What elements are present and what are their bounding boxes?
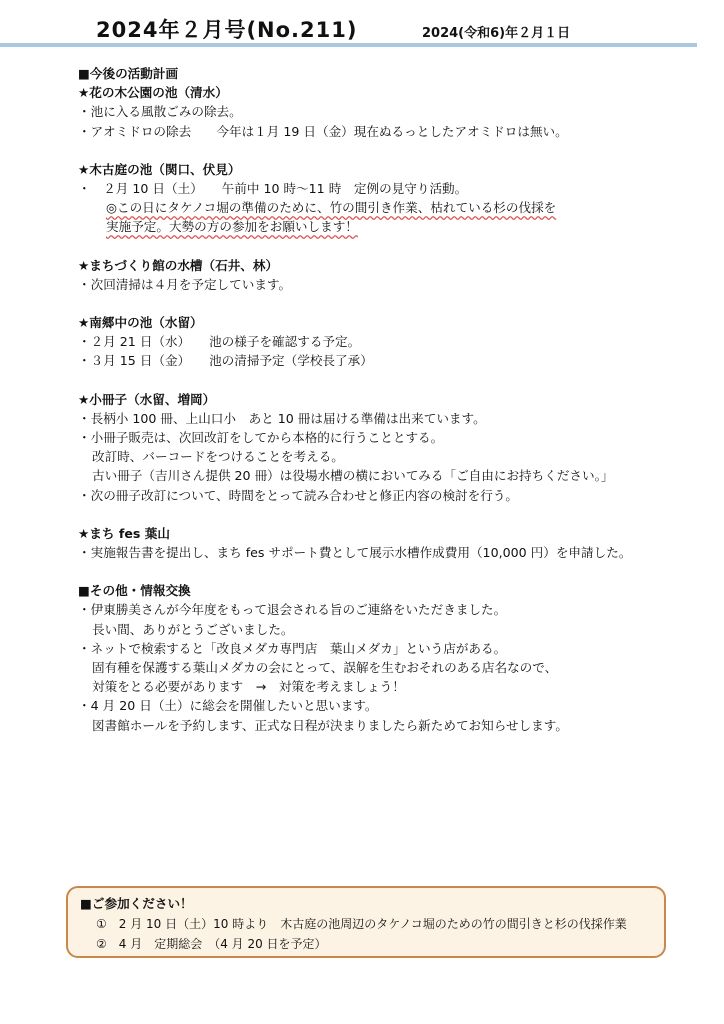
participate-callout-box [66,886,666,958]
fes-line: ・実施報告書を提出し、まち fes サポート費として展示水槽作成費用（10,000 円）を申請した。 [78,545,632,561]
newsletter-body [78,64,678,754]
issue-title: 2024年２月号(No.211) [96,18,358,42]
other-info-line: 対策をとる必要があります → 対策を考えましょう！ [92,679,405,695]
fes-section [78,524,678,562]
other-info-line: ・ネットで検索すると「改良メダカ専門店 葉山メダカ」という店がある。 [78,640,507,656]
other-info-line: ・4 月 20 日（土）に総会を開催したいと思います。 [78,698,378,714]
participate-item: ① 2 月 10 日（土）10 時より 木古庭の池周辺のタケノコ堀のための竹の間引きと杉の伐採作業 [96,917,627,931]
activity-plan-section [78,64,678,141]
booklet-title: ★小冊子（水留、増岡） [78,391,216,407]
nango-line: ・３月 15 日（金） 池の清掃予定（学校長了承） [78,353,373,369]
kikotei-pond-section [78,160,678,237]
hananoki-pond-section [78,83,678,141]
other-info-line: 図書館ホールを予約します、正式な日程が決まりましたら新ためてお知らせします。 [92,717,568,733]
other-info-line: ・伊東勝美さんが今年度をもって退会される旨のご連絡をいただきました。 [78,602,507,618]
kikotei-pond-title: ★木古庭の池（関口、伏見） [78,161,241,177]
activity-plan-heading: ■今後の活動計画 [78,66,179,81]
booklet-line: 改訂時、バーコードをつけることを考える。 [92,449,344,465]
other-info-title: ■その他・情報交換 [78,583,191,599]
hananoki-pond-title: ★花の木公園の池（清水） [78,85,228,101]
nango-pond-title: ★南郷中の池（水留） [78,315,203,331]
machizukuri-tank-section [78,256,678,294]
booklet-line: ・長柄小 100 冊、上山口小 あと 10 冊は届ける準備は出来ています。 [78,410,486,426]
kikotei-notice-line: ◎この日にタケノコ堀の準備のために、竹の間引き作業、枯れている杉の伐採を [106,200,557,216]
booklet-line: ・小冊子販売は、次回改訂をしてから本格的に行うこととする。 [78,430,444,446]
fes-title: ★まち fes 葉山 [78,525,170,541]
participate-item: ② 4 月 定期総会 （4 月 20 日を予定） [96,937,327,951]
other-info-section [78,581,678,735]
machizukuri-tank-title: ★まちづくり館の水槽（石井、林） [78,257,279,273]
other-info-line: 長い間、ありがとうございました。 [92,621,294,637]
machizukuri-line: ・次回清掃は４月を予定しています。 [78,276,292,292]
booklet-section [78,390,678,505]
issue-date: 2024(令和6)年２月１日 [422,26,571,41]
other-info-line: 固有種を保護する葉山メダカの会にとって、誤解を生むおそれのある店名なので、 [92,660,558,676]
hananoki-line: ・アオミドロの除去 今年は１月 19 日（金）現在ぬるっとしたアオミドロは無い。 [78,123,568,139]
kikotei-notice-line: 実施予定。大勢の方の参加をお願いします！ [106,219,358,235]
participate-title: ■ご参加ください！ [80,896,193,911]
nango-pond-section [78,313,678,371]
kikotei-line: ・ ２月 10 日（土） 午前中 10 時～11 時 定例の見守り活動。 [78,181,468,197]
booklet-line: 古い冊子（吉川さん提供 20 冊）は役場水槽の横においてみる「ご自由にお持ちください。」 [92,468,614,484]
newsletter-header [0,0,724,48]
nango-line: ・２月 21 日（水） 池の様子を確認する予定。 [78,334,361,350]
booklet-line: ・次の冊子改訂について、時間をとって読み合わせと修正内容の検討を行う。 [78,487,519,503]
header-divider [0,43,697,47]
hananoki-line: ・池に入る風散ごみの除去。 [78,104,242,120]
